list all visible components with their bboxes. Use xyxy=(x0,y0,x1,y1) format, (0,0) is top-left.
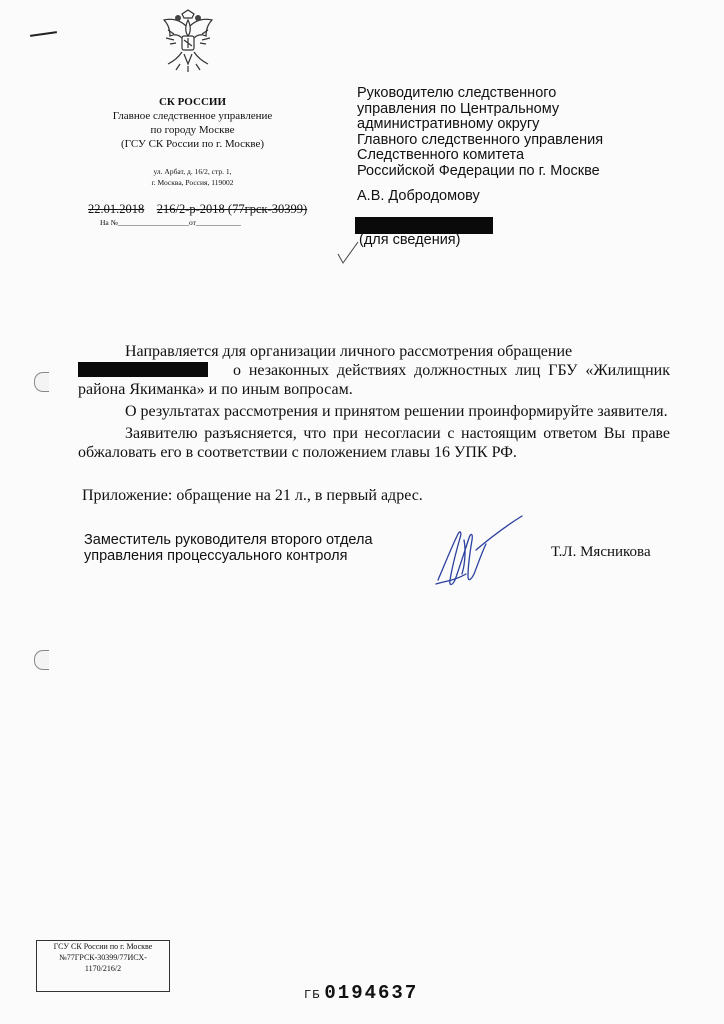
reg-date: 22.01.2018 xyxy=(88,202,145,216)
copy-note: (для сведения) xyxy=(359,232,461,248)
form-serial-number xyxy=(304,982,418,1004)
redaction-bar xyxy=(78,362,208,377)
stamp-line: 1170/216/2 xyxy=(84,964,122,973)
p1-rest: о незаконных действиях должностных лиц ГБУ «Жилищник района Якиманка» и по иным вопросам. xyxy=(78,362,670,398)
addressee-line: Российской Федерации по г. Москве xyxy=(357,162,600,179)
organization-address xyxy=(70,166,315,188)
handwritten-signature-icon xyxy=(428,510,533,595)
hole-punch-icon xyxy=(34,372,49,392)
stamp-line: №77ГРСК-30399/77ИСХ- xyxy=(59,953,147,962)
paragraph-appeal: Заявителю разъясняется, что при несогласии с настоящим ответом Вы праве обжаловать его в соответствии с положением главы 16 УПК РФ. xyxy=(78,425,670,461)
address-line: г. Москва, Россия, 119002 xyxy=(151,178,234,187)
address-line: ул. Арбат, д. 16/2, стр. 1, xyxy=(153,167,232,176)
addressee-block xyxy=(357,86,687,179)
attachment-note: Приложение: обращение на 21 л., в первый адрес. xyxy=(82,487,423,504)
signer-title-line: управления процессуального контроля xyxy=(84,547,348,564)
addressee-line: управления по Центральному xyxy=(357,100,560,117)
addressee-name: А.В. Добродомову xyxy=(357,188,480,204)
org-line: Главное следственное управление xyxy=(112,110,273,122)
organization-header xyxy=(70,95,315,151)
addressee-line: Следственного комитета xyxy=(357,147,525,163)
check-mark-icon xyxy=(336,240,360,266)
addressee-line: Руководителю следственного xyxy=(357,85,557,101)
registration-stamp xyxy=(36,940,170,992)
org-line: (ГСУ СК России по г. Москве) xyxy=(120,138,265,150)
reg-blank-label: На №___________________от____________ xyxy=(100,218,241,227)
coat-of-arms-emblem xyxy=(160,8,216,74)
signer-title xyxy=(84,533,414,564)
signer-title-line: Заместитель руководителя второго отдела xyxy=(84,532,373,548)
org-title: СК РОССИИ xyxy=(158,96,226,108)
hole-punch-icon xyxy=(34,650,49,670)
paragraph-lead xyxy=(78,342,670,361)
serial-prefix: ГБ xyxy=(304,988,321,1002)
scan-mark xyxy=(30,31,57,37)
paragraph-result: О результатах рассмотрения и принятом решении проинформируйте заявителя. xyxy=(125,403,668,420)
addressee-line: административному округу xyxy=(357,116,540,132)
p1-lead: Направляется для организации личного рассмотрения обращение xyxy=(125,343,573,360)
registration-line xyxy=(88,202,307,217)
letter-body xyxy=(78,342,670,462)
serial-number: 0194637 xyxy=(324,982,419,1004)
signer-name: Т.Л. Мясникова xyxy=(551,544,651,560)
reg-number: 216/2-р-2018 (77грск-30399) xyxy=(156,202,308,216)
stamp-line: ГСУ СК России по г. Москве xyxy=(53,942,153,951)
addressee-line: Главного следственного управления xyxy=(357,131,604,148)
org-line: по городу Москве xyxy=(150,124,235,136)
paragraph-continuation xyxy=(78,361,670,399)
